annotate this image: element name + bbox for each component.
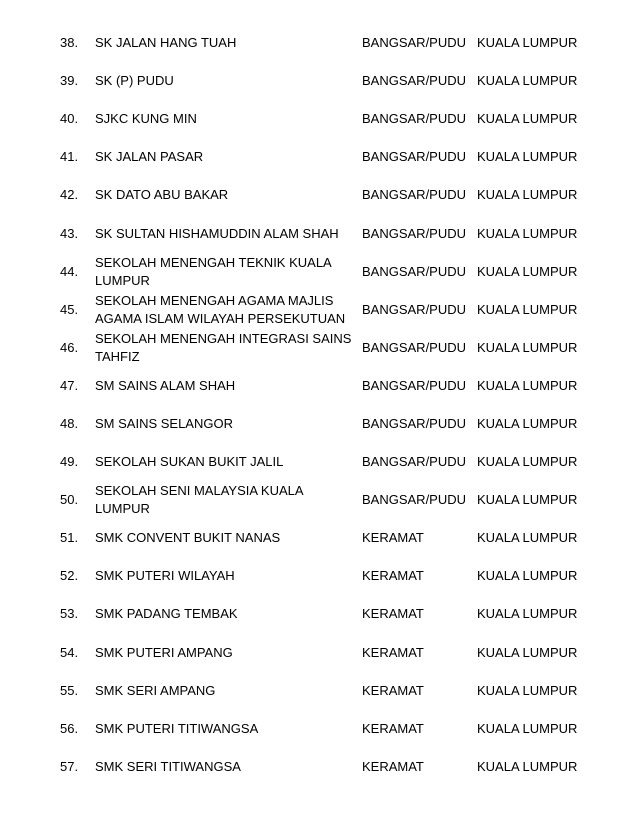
school-name: SK JALAN PASAR xyxy=(95,149,204,165)
table-row xyxy=(0,62,629,100)
district-name: KERAMAT xyxy=(362,720,424,736)
row-number: 46. xyxy=(60,339,79,355)
school-name: SK SULTAN HISHAMUDDIN ALAM SHAH xyxy=(95,225,339,241)
table-row xyxy=(0,481,629,519)
row-number: 57. xyxy=(60,758,79,774)
table-row xyxy=(0,672,629,710)
row-number: 50. xyxy=(60,492,79,508)
row-number: 44. xyxy=(60,263,79,279)
school-list-table xyxy=(0,24,629,786)
school-name: SEKOLAH MENENGAH TEKNIK KUALA LUMPUR xyxy=(95,254,331,288)
district-name: BANGSAR/PUDU xyxy=(362,225,467,241)
school-name: SEKOLAH SENI MALAYSIA KUALA LUMPUR xyxy=(95,483,303,517)
state-name: KUALA LUMPUR xyxy=(477,454,578,470)
row-number: 47. xyxy=(60,377,79,393)
state-name: KUALA LUMPUR xyxy=(477,492,578,508)
district-name: BANGSAR/PUDU xyxy=(362,73,467,89)
table-row xyxy=(0,253,629,291)
table-row xyxy=(0,138,629,176)
table-row xyxy=(0,748,629,786)
row-number: 39. xyxy=(60,73,79,89)
school-name: SJKC KUNG MIN xyxy=(95,111,197,127)
school-name: SK DATO ABU BAKAR xyxy=(95,187,229,203)
table-row xyxy=(0,519,629,557)
row-number: 40. xyxy=(60,111,79,127)
district-name: KERAMAT xyxy=(362,568,424,584)
table-row xyxy=(0,24,629,62)
school-name: SMK SERI TITIWANGSA xyxy=(95,758,241,774)
state-name: KUALA LUMPUR xyxy=(477,187,578,203)
state-name: KUALA LUMPUR xyxy=(477,339,578,355)
state-name: KUALA LUMPUR xyxy=(477,530,578,546)
row-number: 54. xyxy=(60,644,79,660)
row-number: 38. xyxy=(60,35,79,51)
district-name: KERAMAT xyxy=(362,758,424,774)
state-name: KUALA LUMPUR xyxy=(477,720,578,736)
school-name: SM SAINS SELANGOR xyxy=(95,415,233,431)
school-name: SK (P) PUDU xyxy=(95,73,174,89)
state-name: KUALA LUMPUR xyxy=(477,35,578,51)
table-row xyxy=(0,367,629,405)
district-name: BANGSAR/PUDU xyxy=(362,111,467,127)
table-row xyxy=(0,214,629,252)
state-name: KUALA LUMPUR xyxy=(477,568,578,584)
district-name: BANGSAR/PUDU xyxy=(362,263,467,279)
table-row xyxy=(0,176,629,214)
school-name: SMK CONVENT BUKIT NANAS xyxy=(95,530,281,546)
district-name: BANGSAR/PUDU xyxy=(362,492,467,508)
school-name: SEKOLAH SUKAN BUKIT JALIL xyxy=(95,454,284,470)
table-row xyxy=(0,291,629,329)
district-name: KERAMAT xyxy=(362,644,424,660)
row-number: 53. xyxy=(60,606,79,622)
state-name: KUALA LUMPUR xyxy=(477,606,578,622)
row-number: 51. xyxy=(60,530,79,546)
row-number: 43. xyxy=(60,225,79,241)
row-number: 42. xyxy=(60,187,79,203)
district-name: BANGSAR/PUDU xyxy=(362,415,467,431)
state-name: KUALA LUMPUR xyxy=(477,682,578,698)
district-name: BANGSAR/PUDU xyxy=(362,35,467,51)
state-name: KUALA LUMPUR xyxy=(477,149,578,165)
row-number: 48. xyxy=(60,415,79,431)
school-name: SM SAINS ALAM SHAH xyxy=(95,377,236,393)
table-row xyxy=(0,634,629,672)
state-name: KUALA LUMPUR xyxy=(477,377,578,393)
state-name: KUALA LUMPUR xyxy=(477,301,578,317)
table-row xyxy=(0,595,629,633)
state-name: KUALA LUMPUR xyxy=(477,263,578,279)
school-name: SMK SERI AMPANG xyxy=(95,682,216,698)
state-name: KUALA LUMPUR xyxy=(477,111,578,127)
row-number: 49. xyxy=(60,454,79,470)
row-number: 41. xyxy=(60,149,79,165)
district-name: BANGSAR/PUDU xyxy=(362,187,467,203)
district-name: KERAMAT xyxy=(362,606,424,622)
district-name: BANGSAR/PUDU xyxy=(362,454,467,470)
state-name: KUALA LUMPUR xyxy=(477,225,578,241)
row-number: 45. xyxy=(60,301,79,317)
state-name: KUALA LUMPUR xyxy=(477,644,578,660)
district-name: BANGSAR/PUDU xyxy=(362,149,467,165)
district-name: KERAMAT xyxy=(362,530,424,546)
table-row xyxy=(0,557,629,595)
state-name: KUALA LUMPUR xyxy=(477,73,578,89)
district-name: BANGSAR/PUDU xyxy=(362,339,467,355)
table-row xyxy=(0,329,629,367)
district-name: BANGSAR/PUDU xyxy=(362,301,467,317)
district-name: KERAMAT xyxy=(362,682,424,698)
table-row xyxy=(0,405,629,443)
school-name: SMK PUTERI TITIWANGSA xyxy=(95,720,259,736)
table-row xyxy=(0,100,629,138)
row-number: 52. xyxy=(60,568,79,584)
table-row xyxy=(0,443,629,481)
state-name: KUALA LUMPUR xyxy=(477,415,578,431)
school-name: SMK PUTERI AMPANG xyxy=(95,644,233,660)
school-name: SEKOLAH MENENGAH INTEGRASI SAINS TAHFIZ xyxy=(95,330,352,364)
school-name: SEKOLAH MENENGAH AGAMA MAJLIS AGAMA ISLAM WILAYAH PERSEKUTUAN xyxy=(95,292,346,326)
row-number: 55. xyxy=(60,682,79,698)
district-name: BANGSAR/PUDU xyxy=(362,377,467,393)
school-name: SK JALAN HANG TUAH xyxy=(95,35,237,51)
school-name: SMK PADANG TEMBAK xyxy=(95,606,238,622)
table-row xyxy=(0,710,629,748)
state-name: KUALA LUMPUR xyxy=(477,758,578,774)
school-name: SMK PUTERI WILAYAH xyxy=(95,568,235,584)
row-number: 56. xyxy=(60,720,79,736)
